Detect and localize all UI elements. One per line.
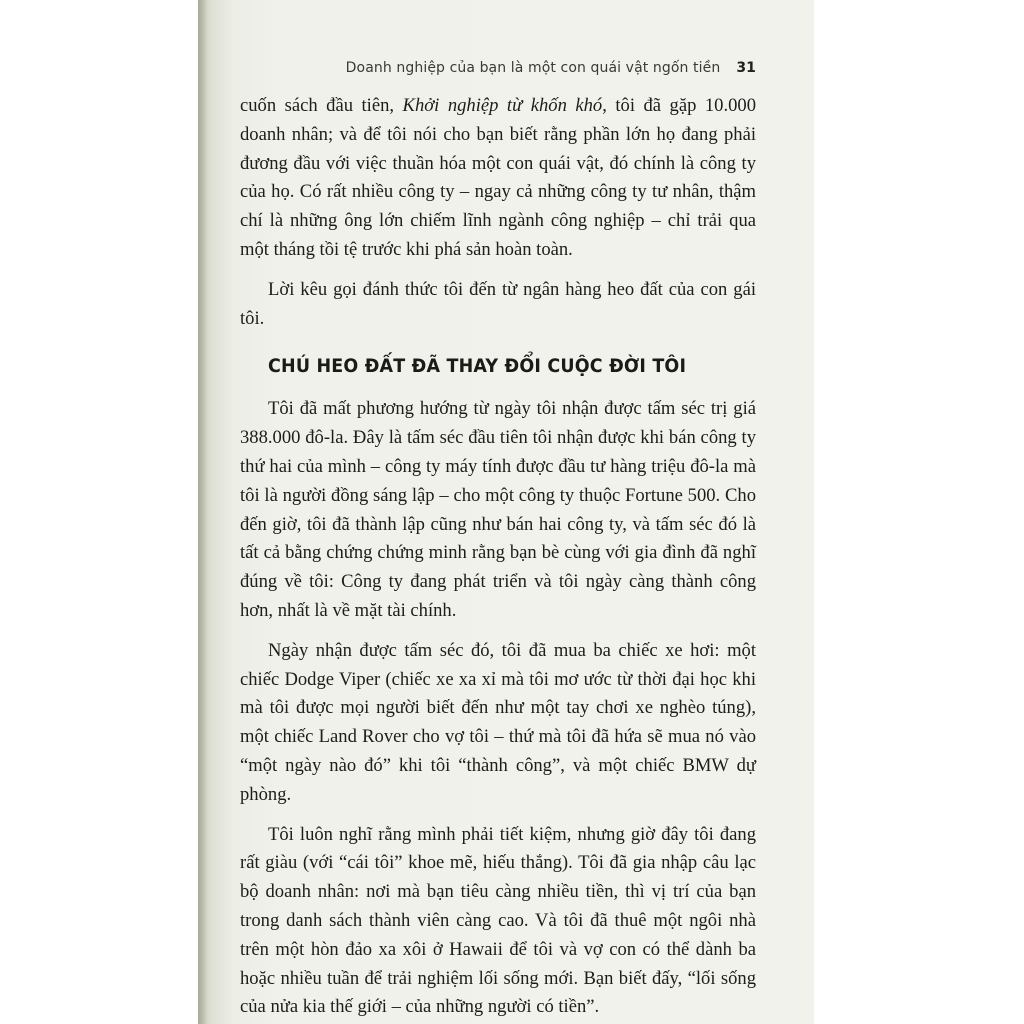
book-page	[198, 0, 814, 1024]
paragraph-1-end: , tôi đã gặp 10.000 doanh nhân; và để tôi nói cho bạn biết rằng phần lớn họ đang phải đương đầu với việc thuần hóa một con quái vật, đó chính là công ty của họ. Có rất nhiều công ty – ngay cả những công ty tư nhân, thậm chí là những ông lớn chiếm lĩnh ngành công nghiệp – chỉ trải qua một tháng tồi tệ trước khi phá sản hoàn toàn.	[240, 95, 756, 260]
page-number: 31	[736, 60, 756, 76]
section-heading: CHÚ HEO ĐẤT ĐÃ THAY ĐỔI CUỘC ĐỜI TÔI	[268, 355, 687, 378]
paragraph-1-start: cuốn sách đầu tiên,	[240, 95, 403, 116]
gutter-shadow	[198, 0, 208, 1024]
paragraph-5: Tôi luôn nghĩ rằng mình phải tiết kiệm, nhưng giờ đây tôi đang rất giàu (với “cái tôi” khoe mẽ, hiếu thắng). Tôi đã gia nhập câu lạc bộ doanh nhân: nơi mà bạn tiêu càng nhiều tiền, thì vị trí của bạn trong danh sách thành viên càng cao. Và tôi đã thuê một ngôi nhà trên một hòn đảo xa xôi ở Hawaii để tôi và vợ con có thể dành ba hoặc nhiều tuần để trải nghiệm lối sống mới. Bạn biết đấy, “lối sống của nửa kia thế giới – của những người có tiền”.	[240, 823, 756, 1018]
body-text	[240, 92, 756, 1024]
paragraph-1	[240, 92, 756, 265]
running-header	[346, 60, 756, 76]
paragraph-4: Ngày nhận được tấm séc đó, tôi đã mua ba chiếc xe hơi: một chiếc Dodge Viper (chiếc xe xa xỉ mà tôi mơ ước từ thời đại học khi mà tôi được mọi người biết đến như một tay chơi xe nghèo túng), một chiếc Land Rover cho vợ tôi – thứ mà tôi đã hứa sẽ mua nó vào “một ngày nào đó” khi tôi “thành công”, và một chiếc BMW dự phòng.	[240, 639, 756, 805]
book-title-italic: Khởi nghiệp từ khốn khó	[402, 95, 603, 116]
paragraph-2: Lời kêu gọi đánh thức tôi đến từ ngân hàng heo đất của con gái tôi.	[240, 278, 756, 329]
running-title: Doanh nghiệp của bạn là một con quái vật ngốn tiền	[345, 60, 721, 76]
paragraph-3: Tôi đã mất phương hướng từ ngày tôi nhận được tấm séc trị giá 388.000 đô-la. Đây là tấm séc đầu tiên tôi nhận được khi bán công ty thứ hai của mình – công ty máy tính được đầu tư hàng triệu đô-la mà tôi là người đồng sáng lập – cho một công ty thuộc Fortune 500. Cho đến giờ, tôi đã thành lập cũng như bán hai công ty, và tấm séc đó là tất cả bằng chứng chứng minh rằng bạn bè cùng với gia đình đã nghĩ đúng về tôi: Công ty đang phát triển và tôi ngày càng thành công hơn, nhất là về mặt tài chính.	[240, 398, 756, 621]
